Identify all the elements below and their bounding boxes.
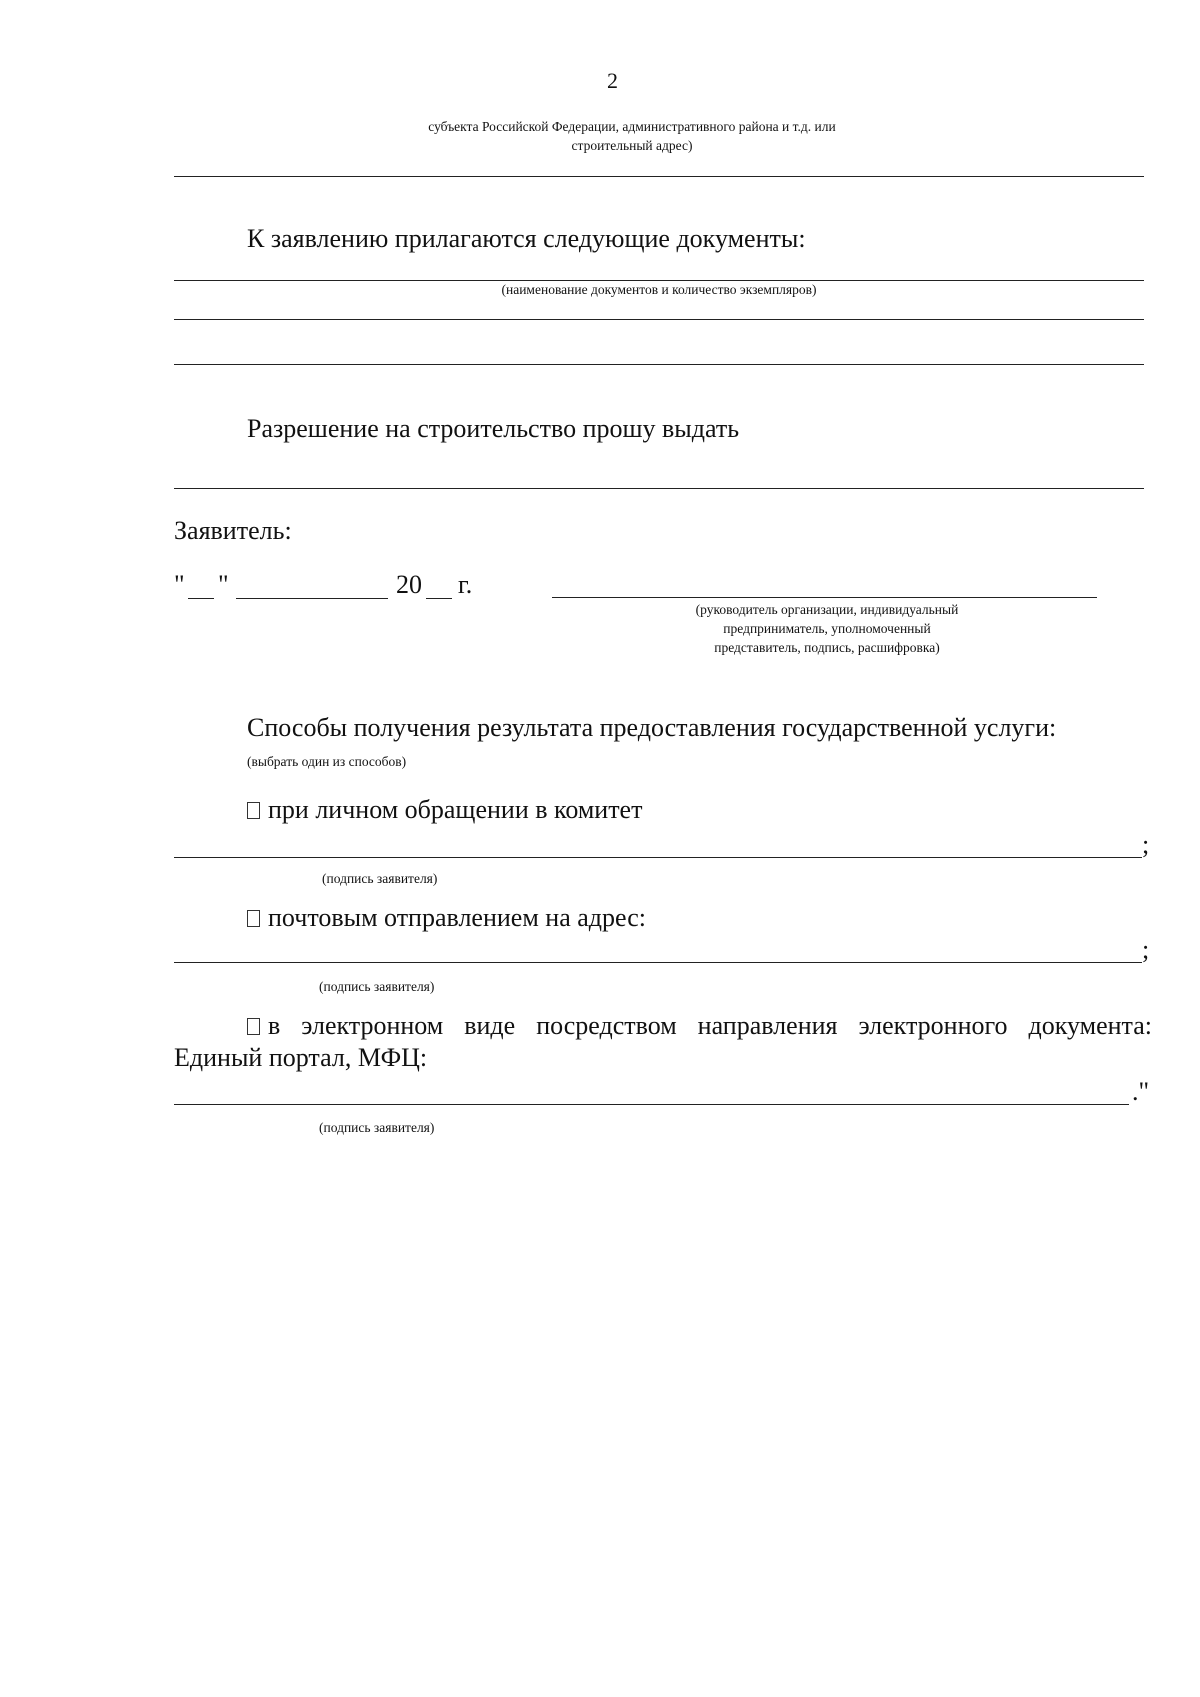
option-post-label: почтовым отправлением на адрес: xyxy=(268,903,646,932)
option-electronic-label-line1: в электронном виде посредством направления электронного документа: xyxy=(268,1011,1152,1040)
option-post-end: ; xyxy=(1142,935,1150,964)
option-electronic-sign-caption: (подпись заявителя) xyxy=(319,1120,435,1135)
option-in-person-sign-caption: (подпись заявителя) xyxy=(322,871,438,886)
applicant-label: Заявитель: xyxy=(174,516,292,545)
methods-heading: Способы получения результата предоставления государственной услуги: xyxy=(247,713,1057,742)
address-caption-line2: строительный адрес) xyxy=(571,138,693,153)
option-in-person-end: ; xyxy=(1142,830,1150,859)
attachments-line-3 xyxy=(174,364,1144,365)
page-number: 2 xyxy=(607,68,618,93)
methods-hint: (выбрать один из способов) xyxy=(247,754,407,769)
signature-caption xyxy=(632,600,1022,657)
checkbox-post[interactable] xyxy=(247,910,260,927)
date-year-prefix: 20 xyxy=(396,570,422,599)
date-close-quote: " xyxy=(218,570,229,599)
attachments-heading: К заявлению прилагаются следующие документы: xyxy=(247,224,806,253)
option-electronic-line xyxy=(174,1104,1129,1105)
address-caption-line1: субъекта Российской Федерации, административного района и т.д. или xyxy=(428,119,836,134)
signature-line xyxy=(552,597,1097,598)
option-post[interactable] xyxy=(247,903,646,933)
signature-caption-line2: предприниматель, уполномоченный xyxy=(723,621,931,636)
signature-caption-line1: (руководитель организации, индивидуальный xyxy=(695,602,959,617)
option-in-person-label: при личном обращении в комитет xyxy=(268,795,643,824)
date-year-blank xyxy=(426,598,452,599)
address-caption xyxy=(362,117,902,155)
option-electronic-end: ." xyxy=(1132,1077,1150,1106)
date-month-blank xyxy=(236,598,388,599)
option-post-sign-caption: (подпись заявителя) xyxy=(319,979,435,994)
date-day-blank xyxy=(188,598,214,599)
checkbox-electronic[interactable] xyxy=(247,1018,260,1035)
signature-caption-line3: представитель, подпись, расшифровка) xyxy=(714,640,940,655)
option-electronic[interactable] xyxy=(247,1011,1152,1041)
date-field xyxy=(174,570,494,604)
attachments-line-2 xyxy=(174,319,1144,320)
address-blank-line xyxy=(174,176,1144,177)
option-in-person-line xyxy=(174,857,1142,858)
option-in-person[interactable] xyxy=(247,795,642,825)
permit-blank-line xyxy=(174,488,1144,489)
option-electronic-label-line2: Единый портал, МФЦ: xyxy=(174,1043,428,1072)
permit-request-text: Разрешение на строительство прошу выдать xyxy=(247,414,740,443)
date-year-suffix: г. xyxy=(458,570,473,599)
date-open-quote: " xyxy=(174,570,185,599)
checkbox-in-person[interactable] xyxy=(247,802,260,819)
option-post-line xyxy=(174,962,1142,963)
attachments-caption: (наименование документов и количество экземпляров) xyxy=(501,282,817,297)
